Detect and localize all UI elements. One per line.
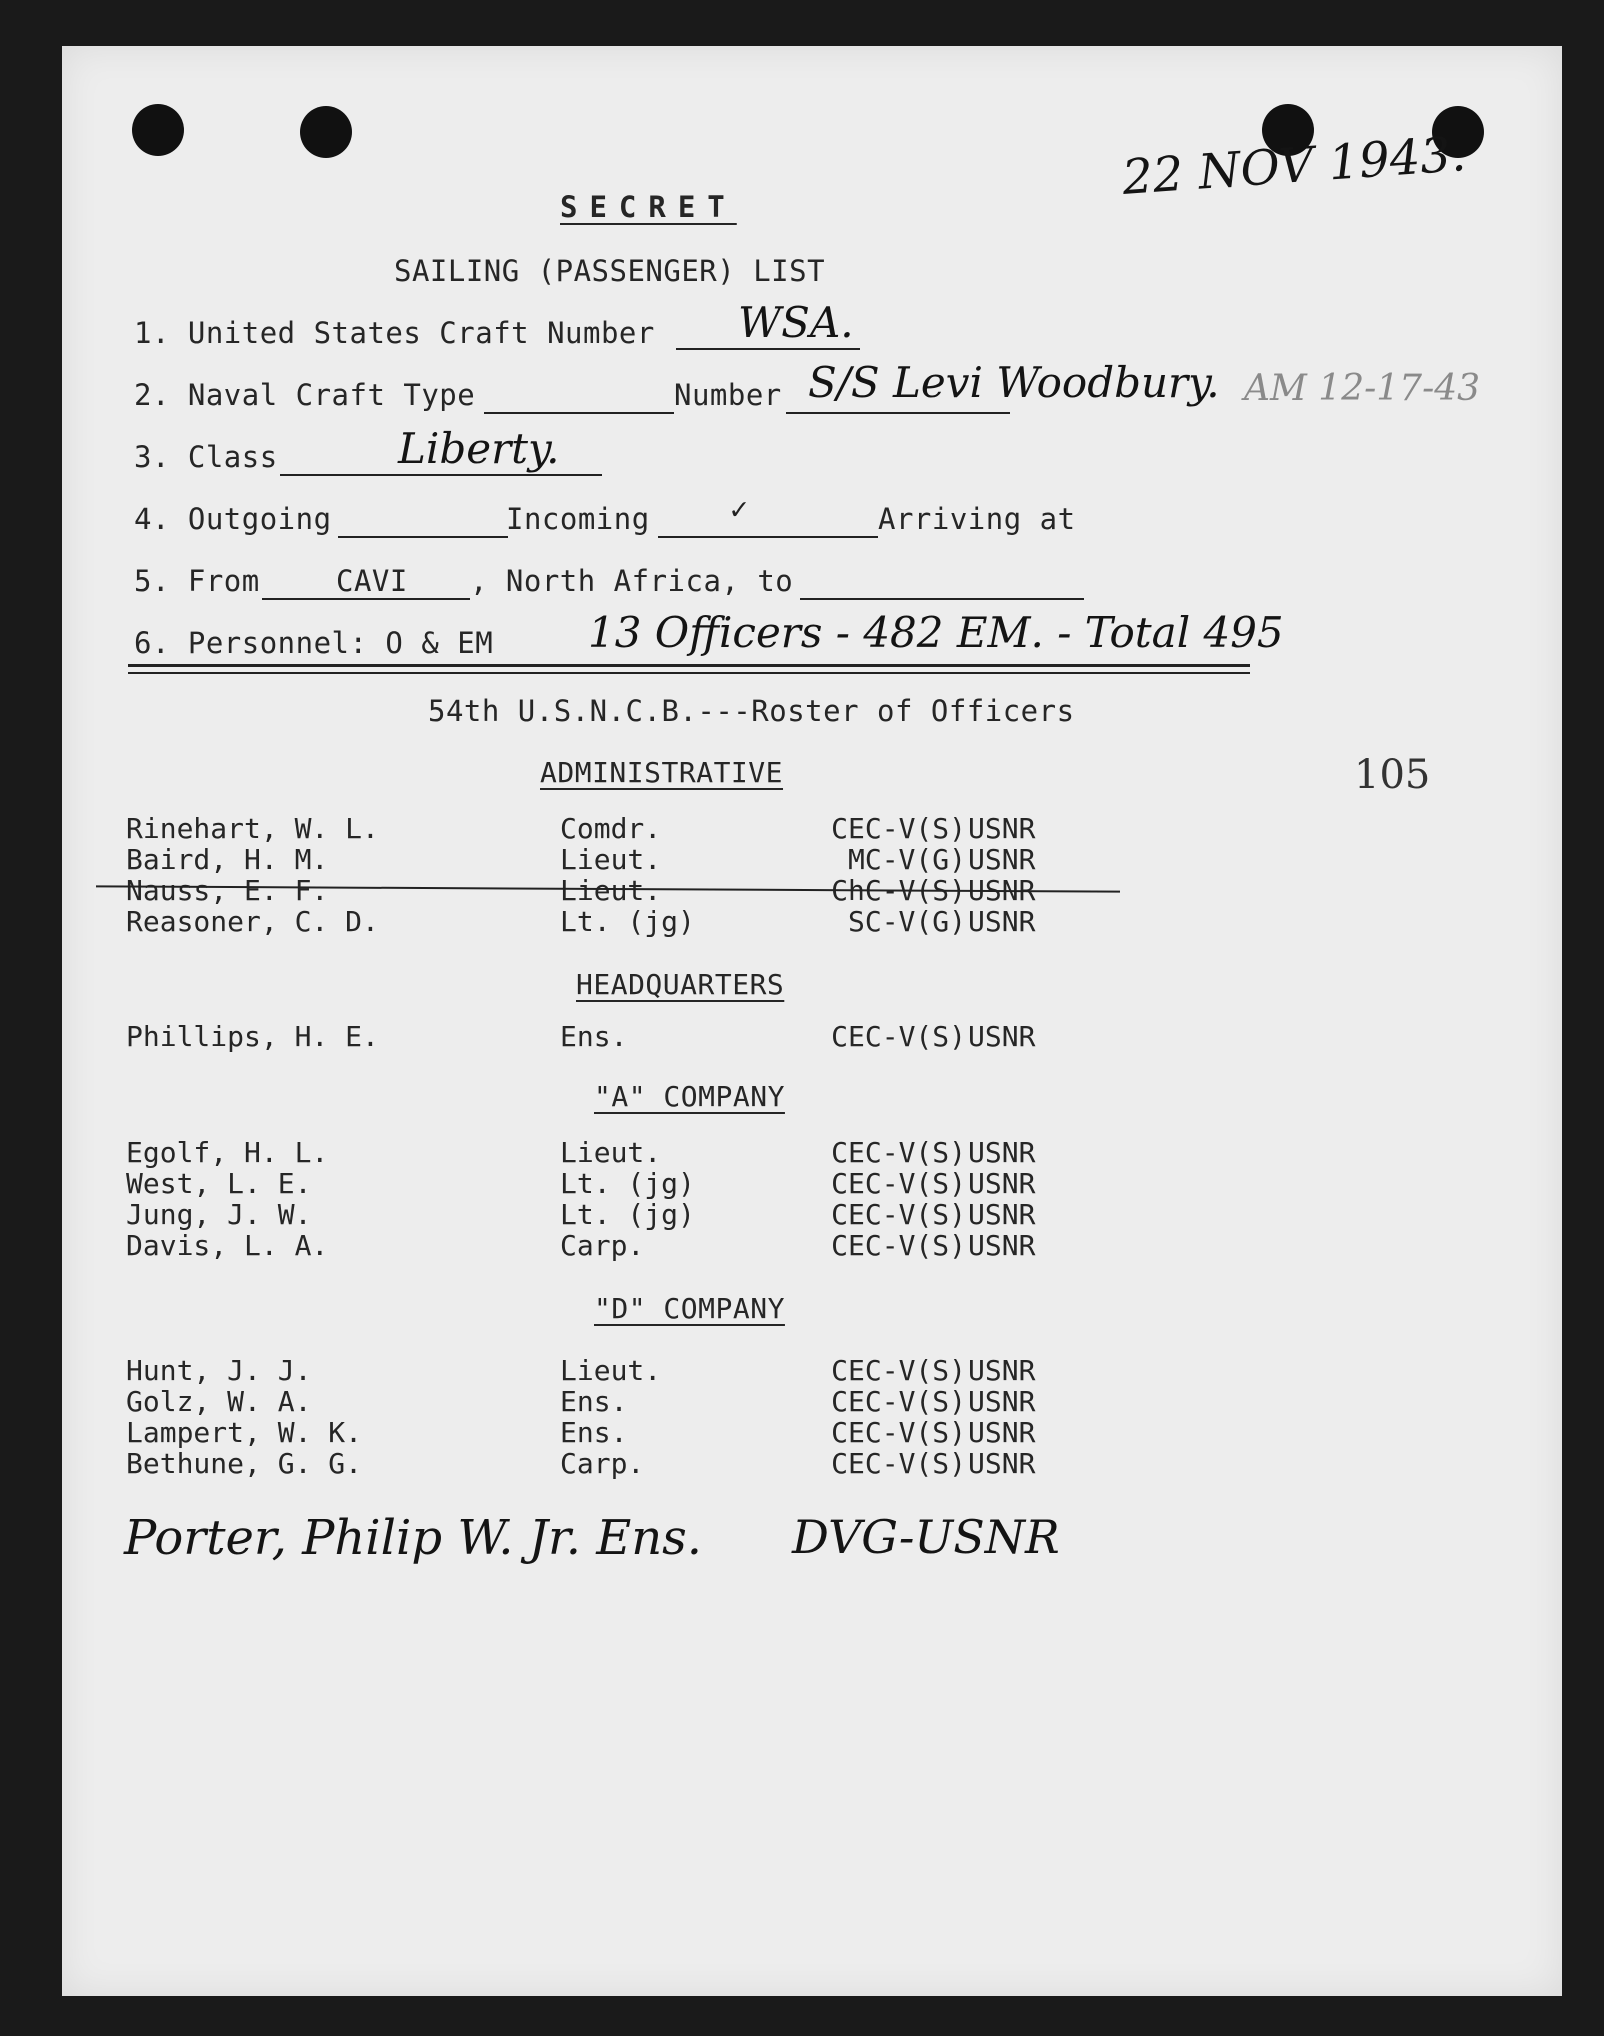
officer-rank: Lieut.: [560, 843, 662, 876]
table-row: [126, 1229, 1126, 1261]
officer-branch: USNR: [968, 843, 1036, 876]
field-craft-number-label: 1. United States Craft Number: [134, 316, 655, 350]
class-blank: [280, 474, 602, 476]
officer-branch: USNR: [968, 874, 1036, 907]
officer-branch: USNR: [968, 1167, 1036, 1200]
handwritten-personnel: 13 Officers - 482 EM. - Total 495: [588, 608, 1284, 657]
incoming-blank: [658, 536, 878, 538]
officer-rank: Lt. (jg): [560, 1167, 695, 1200]
officer-corps: SC-V(G): [847, 905, 966, 938]
officer-rank: Lt. (jg): [560, 905, 695, 938]
officer-name: Egolf, H. L.: [126, 1136, 329, 1169]
section-heading-d-company: "D" COMPANY: [594, 1292, 785, 1325]
officer-name: Baird, H. M.: [126, 843, 329, 876]
officer-corps: CEC-V(S): [831, 1229, 966, 1262]
officer-branch: USNR: [968, 905, 1036, 938]
officer-branch: USNR: [968, 1136, 1036, 1169]
personnel-rule: [128, 664, 1250, 667]
officer-corps: CEC-V(S): [831, 1198, 966, 1231]
field-arriving-label: Arriving at: [878, 502, 1076, 536]
officer-corps: MC-V(G): [847, 843, 966, 876]
field-destination-label: , North Africa, to: [470, 564, 794, 598]
table-row: [126, 1167, 1126, 1199]
personnel-rule: [128, 672, 1250, 674]
officer-name: Phillips, H. E.: [126, 1020, 379, 1053]
officer-name: Golz, W. A.: [126, 1385, 312, 1418]
section-heading-administrative: ADMINISTRATIVE: [540, 756, 784, 789]
from-value: CAVI: [336, 564, 408, 598]
officer-name: West, L. E.: [126, 1167, 312, 1200]
destination-blank: [800, 598, 1084, 600]
table-row: [126, 812, 1126, 844]
officer-branch: USNR: [968, 812, 1036, 845]
officer-rank: Carp.: [560, 1447, 645, 1480]
from-blank: [262, 598, 470, 600]
section-heading-headquarters: HEADQUARTERS: [576, 968, 785, 1001]
field-incoming-label: Incoming: [506, 502, 650, 536]
incoming-check-mark: ✓: [730, 492, 749, 527]
officer-corps: CEC-V(S): [831, 1136, 966, 1169]
handwritten-ship-name: S/S Levi Woodbury.: [808, 358, 1220, 407]
field-personnel-label: 6. Personnel: O & EM: [134, 626, 494, 660]
officer-branch: USNR: [968, 1354, 1036, 1387]
punch-hole: [300, 106, 352, 158]
officer-corps: CEC-V(S): [831, 812, 966, 845]
officer-corps: CEC-V(S): [831, 1354, 966, 1387]
table-row: [126, 843, 1126, 875]
table-row: [126, 905, 1126, 937]
officer-corps: CEC-V(S): [831, 1447, 966, 1480]
roster-title: 54th U.S.N.C.B.---Roster of Officers: [428, 694, 1075, 728]
officer-branch: USNR: [968, 1229, 1036, 1262]
officer-name: Bethune, G. G.: [126, 1447, 363, 1480]
classification-heading: SECRET: [560, 190, 737, 224]
officer-branch: USNR: [968, 1385, 1036, 1418]
officer-rank: Ens.: [560, 1385, 628, 1418]
section-heading-a-company: "A" COMPANY: [594, 1080, 785, 1113]
field-class-label: 3. Class: [134, 440, 278, 474]
officer-name: Rinehart, W. L.: [126, 812, 379, 845]
officer-rank: Lieut.: [560, 1354, 662, 1387]
field-craft-type-label: 2. Naval Craft Type: [134, 378, 476, 412]
officer-name: Lampert, W. K.: [126, 1416, 363, 1449]
handwritten-arrival-note: AM 12-17-43: [1244, 368, 1481, 409]
table-row: [126, 1385, 1126, 1417]
officer-corps: CEC-V(S): [831, 1385, 966, 1418]
officer-name: Jung, J. W.: [126, 1198, 312, 1231]
field-outgoing-label: 4. Outgoing: [134, 502, 332, 536]
officer-name: Davis, L. A.: [126, 1229, 329, 1262]
officer-name: Hunt, J. J.: [126, 1354, 312, 1387]
handwritten-added-officer: Porter, Philip W. Jr. Ens.: [124, 1510, 703, 1566]
number-blank: [786, 412, 1010, 414]
table-row: [126, 1416, 1126, 1448]
craft-number-blank: [676, 348, 860, 350]
document-title: SAILING (PASSENGER) LIST: [394, 254, 826, 288]
outgoing-blank: [338, 536, 508, 538]
field-from-label: 5. From: [134, 564, 260, 598]
officer-branch: USNR: [968, 1020, 1036, 1053]
page-number: 105: [1354, 752, 1431, 798]
officer-rank: Ens.: [560, 1416, 628, 1449]
table-row: [126, 1136, 1126, 1168]
officer-name: Reasoner, C. D.: [126, 905, 379, 938]
officer-corps: ChC-V(S): [831, 874, 966, 907]
officer-rank: Ens.: [560, 1020, 628, 1053]
table-row: [126, 1020, 1126, 1052]
officer-branch: USNR: [968, 1447, 1036, 1480]
officer-rank: Lieut.: [560, 1136, 662, 1169]
officer-corps: CEC-V(S): [831, 1020, 966, 1053]
craft-type-blank: [484, 412, 674, 414]
handwritten-craft-number: WSA.: [738, 298, 854, 347]
handwritten-added-officer-corps: DVG-USNR: [792, 1510, 1060, 1564]
table-row: [126, 1198, 1126, 1230]
officer-corps: CEC-V(S): [831, 1416, 966, 1449]
table-row: [126, 1447, 1126, 1479]
officer-corps: CEC-V(S): [831, 1167, 966, 1200]
handwritten-class: Liberty.: [398, 424, 560, 473]
officer-rank: Comdr.: [560, 812, 662, 845]
officer-name: Nauss, E. F.: [126, 874, 329, 907]
officer-rank: Lt. (jg): [560, 1198, 695, 1231]
field-number-label: Number: [674, 378, 782, 412]
officer-branch: USNR: [968, 1198, 1036, 1231]
table-row: [126, 1354, 1126, 1386]
officer-rank: Carp.: [560, 1229, 645, 1262]
punch-hole: [132, 104, 184, 156]
officer-rank: Lieut.: [560, 874, 662, 907]
officer-branch: USNR: [968, 1416, 1036, 1449]
handwritten-date: 22 NOV 1943.: [1120, 126, 1468, 206]
